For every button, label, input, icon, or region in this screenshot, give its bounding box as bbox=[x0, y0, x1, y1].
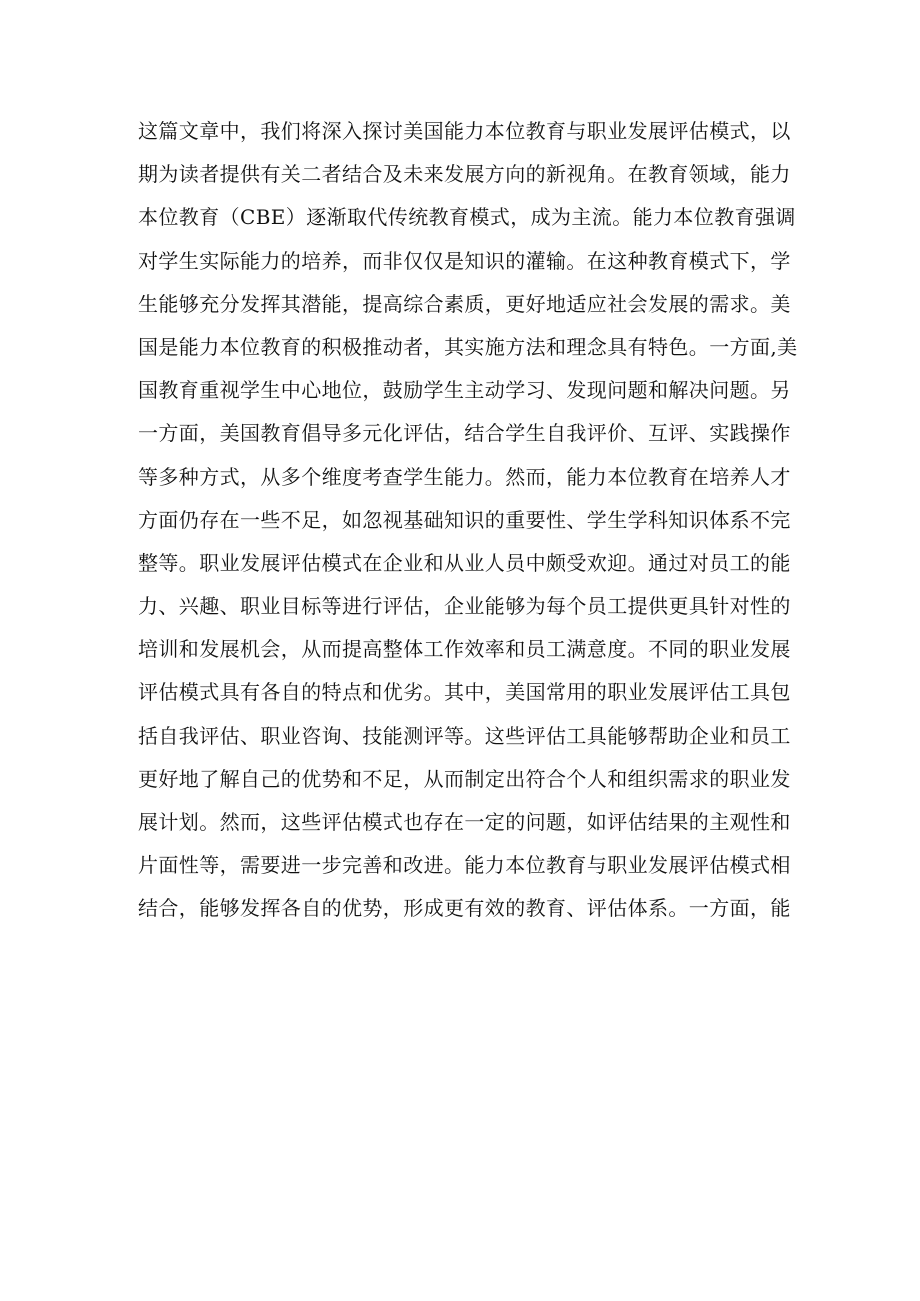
text-line: 培训和发展机会，从而提高整体工作效率和员工满意度。不同的职业发展 bbox=[138, 637, 791, 662]
text-line: 对学生实际能力的培养，而非仅仅是知识的灌输。在这种教育模式下，学 bbox=[138, 248, 791, 273]
text-line: 结合，能够发挥各自的优势，形成更有效的教育、评估体系。一方面，能 bbox=[138, 896, 791, 921]
text-line: 国是能力本位教育的积极推动者，其实施方法和理念具有特色。一方面,美 bbox=[138, 334, 798, 359]
text-line: 这篇文章中，我们将深入探讨美国能力本位教育与职业发展评估模式，以 bbox=[138, 119, 791, 143]
text-line: 本位教育（CBE）逐渐取代传统教育模式，成为主流。能力本位教育强调 bbox=[138, 205, 796, 230]
text-line: 更好地了解自己的优势和不足，从而制定出符合个人和组织需求的职业发 bbox=[138, 766, 791, 791]
text-line: 等多种方式，从多个维度考查学生能力。然而，能力本位教育在培养人才 bbox=[138, 464, 791, 489]
text-line: 展计划。然而，这些评估模式也存在一定的问题，如评估结果的主观性和 bbox=[138, 810, 791, 834]
text-line: 括自我评估、职业咨询、技能测评等。这些评估工具能够帮助企业和员工 bbox=[138, 723, 791, 748]
text-line: 整等。职业发展评估模式在企业和从业人员中颇受欢迎。通过对员工的能 bbox=[138, 550, 791, 575]
text-line: 方面仍存在一些不足，如忽视基础知识的重要性、学生学科知识体系不完 bbox=[138, 507, 791, 532]
text-line: 期为读者提供有关二者结合及未来发展方向的新视角。在教育领域，能力 bbox=[138, 162, 791, 187]
text-line: 力、兴趣、职业目标等进行评估，企业能够为每个员工提供更具针对性的 bbox=[138, 594, 791, 619]
body-paragraph bbox=[138, 110, 798, 931]
text-line: 国教育重视学生中心地位，鼓励学生主动学习、发现问题和解决问题。另 bbox=[138, 378, 791, 403]
text-line: 评估模式具有各自的特点和优劣。其中，美国常用的职业发展评估工具包 bbox=[138, 680, 791, 705]
text-line: 片面性等，需要进一步完善和改进。能力本位教育与职业发展评估模式相 bbox=[138, 853, 791, 878]
text-line: 一方面，美国教育倡导多元化评估，结合学生自我评价、互评、实践操作 bbox=[138, 421, 791, 446]
text-line: 生能够充分发挥其潜能，提高综合素质，更好地适应社会发展的需求。美 bbox=[138, 291, 791, 316]
